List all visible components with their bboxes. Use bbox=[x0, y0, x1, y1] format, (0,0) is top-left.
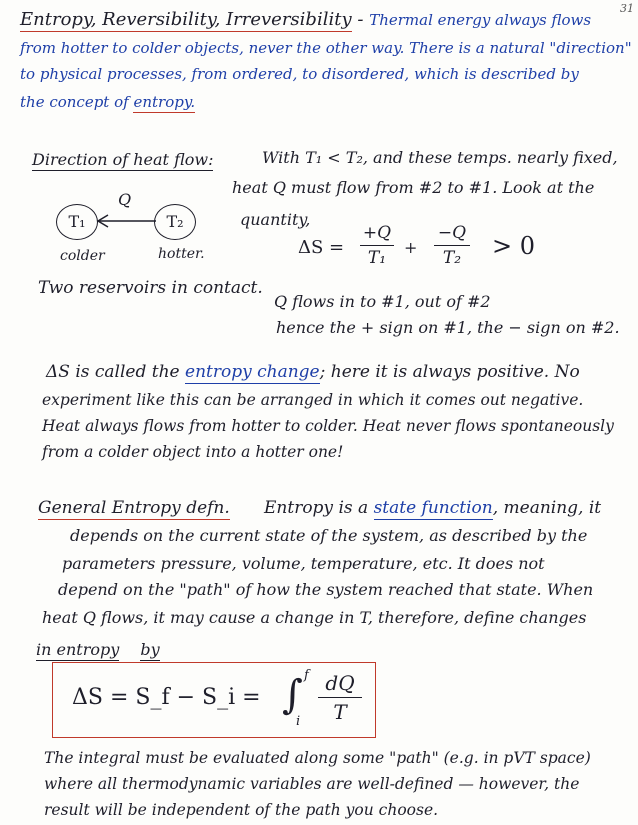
reservoir-t1: T₁ bbox=[56, 204, 98, 240]
fraction-2-den: T₂ bbox=[442, 248, 462, 268]
general-heading bbox=[38, 498, 230, 518]
heat-arrow-icon bbox=[96, 214, 158, 228]
entropy-change-line-3: Heat always flows from hotter to colder. Heat never flows spontaneously bbox=[42, 417, 614, 435]
general-heading-text: General Entropy defn. bbox=[38, 498, 230, 518]
hotter-label: hotter. bbox=[158, 246, 205, 262]
entropy-change-term: entropy change bbox=[185, 362, 320, 382]
fraction-1-num: +Q bbox=[362, 223, 392, 243]
integral-lower-limit: i bbox=[296, 714, 301, 729]
header-line-2b: There is a natural "direction" bbox=[409, 39, 632, 57]
entropy-change-line-2: experiment like this can be arranged in which it comes out negative. bbox=[42, 391, 584, 409]
plus-sign: + bbox=[404, 238, 418, 257]
integrand-fraction bbox=[318, 670, 362, 725]
general-line-2: depends on the current state of the system, as described by the bbox=[70, 526, 588, 545]
flow-line-2: hence the + sign on #1, the − sign on #2. bbox=[276, 318, 620, 337]
general-line-6b: by bbox=[140, 640, 160, 659]
integrand-den: T bbox=[333, 700, 347, 724]
delta-s-lhs: ΔS = bbox=[298, 237, 345, 258]
fraction-1 bbox=[360, 222, 394, 269]
general-line-3: parameters pressure, volume, temperature, etc. It does not bbox=[62, 554, 545, 573]
entropy-change-line-4: from a colder object into a hotter one! bbox=[42, 443, 344, 461]
general-line-6 bbox=[36, 640, 160, 660]
page-title: Entropy, Reversibility, Irreversibility bbox=[20, 9, 352, 30]
header-line-4 bbox=[20, 92, 195, 112]
header-line-1 bbox=[20, 10, 591, 30]
heat-flow-text-1: With T₁ < T₂, and these temps. nearly fixed, bbox=[262, 148, 618, 167]
integrand-bar bbox=[318, 697, 362, 698]
fraction-1-bar bbox=[360, 245, 394, 246]
heat-flow-heading-text: Direction of heat flow: bbox=[32, 150, 214, 169]
flow-line-1: Q flows in to #1, out of #2 bbox=[274, 292, 491, 311]
greater-than-zero: > 0 bbox=[492, 232, 536, 260]
fraction-2 bbox=[434, 222, 470, 269]
general-line-6a: in entropy bbox=[36, 640, 120, 659]
closing-line-1: The integral must be evaluated along some "path" (e.g. in pVT space) bbox=[44, 749, 591, 767]
colder-label: colder bbox=[60, 248, 105, 264]
entropy-change-line-1a: ΔS is called the bbox=[46, 362, 180, 382]
fraction-1-den: T₁ bbox=[367, 248, 387, 268]
fraction-2-bar bbox=[434, 245, 470, 246]
closing-line-3: result will be independent of the path you choose. bbox=[44, 801, 439, 819]
title-dash: - bbox=[357, 9, 364, 30]
integral-upper-limit: f bbox=[304, 668, 309, 683]
general-line-1a: Entropy is a bbox=[264, 498, 369, 518]
header-line-1-text: Thermal energy always flows bbox=[369, 11, 592, 29]
state-function-term: state function bbox=[373, 498, 493, 518]
heat-flow-text-2: heat Q must flow from #2 to #1. Look at the bbox=[232, 178, 595, 197]
general-line-4: depend on the "path" of how the system reached that state. When bbox=[58, 580, 594, 599]
page-number: 31 bbox=[620, 2, 634, 15]
header-line-3: to physical processes, from ordered, to disordered, which is described by bbox=[20, 65, 579, 83]
general-line-5: heat Q flows, it may cause a change in T, therefore, define changes bbox=[42, 608, 587, 627]
header-line-2 bbox=[20, 38, 632, 58]
general-line-1 bbox=[264, 498, 601, 518]
header-line-4a: the concept of bbox=[20, 93, 129, 111]
entropy-change-line-1 bbox=[46, 362, 580, 382]
reservoirs-caption: Two reservoirs in contact. bbox=[38, 278, 263, 298]
q-label: Q bbox=[118, 190, 132, 209]
header-line-2a: from hotter to colder objects, never the other way. bbox=[20, 39, 405, 57]
entropy-change-line-1c: ; here it is always positive. No bbox=[319, 362, 580, 382]
heat-flow-heading bbox=[32, 150, 213, 170]
entropy-term: entropy. bbox=[133, 93, 196, 111]
closing-line-2: where all thermodynamic variables are well-defined — however, the bbox=[44, 775, 580, 793]
boxed-lhs: ΔS = S_f − S_i = bbox=[72, 685, 261, 710]
integrand-num: dQ bbox=[325, 671, 355, 695]
fraction-2-num: −Q bbox=[437, 223, 467, 243]
reservoir-t2: T₂ bbox=[154, 204, 196, 240]
integral-sign: ∫ bbox=[282, 672, 303, 718]
heat-flow-text-3: quantity, bbox=[240, 210, 311, 229]
general-line-1c: , meaning, it bbox=[492, 498, 602, 518]
